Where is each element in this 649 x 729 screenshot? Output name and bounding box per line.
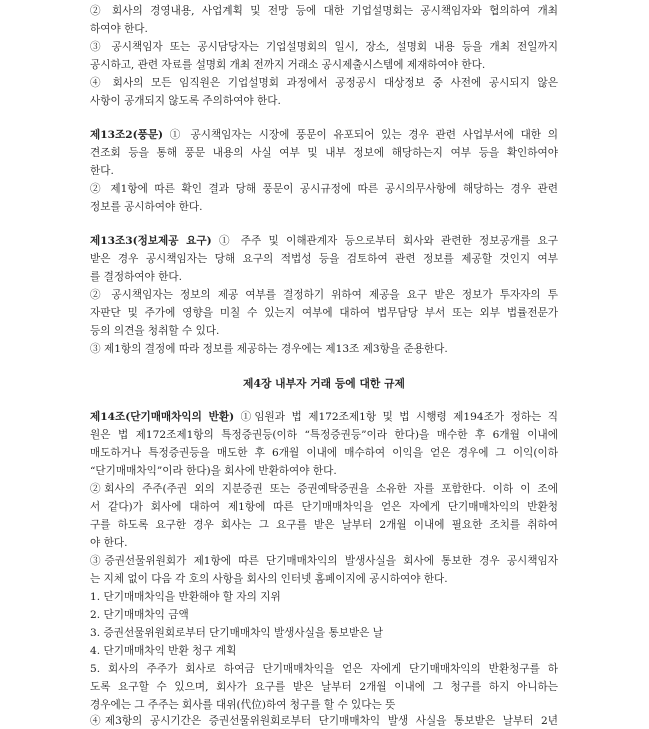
list-item: 4. 단기매매차익 반환 청구 계획 bbox=[90, 645, 237, 657]
article-first-line bbox=[90, 234, 558, 249]
article-heading: 제13조2(풍문) bbox=[90, 129, 164, 141]
text-line: “단기매매차익”이라 한다)을 회사에 반환하여야 한다. bbox=[90, 465, 337, 477]
text-line: ② 제1항에 따른 확인 결과 당해 풍문이 공시규정에 따른 공시의무사항에 해당하는 경우 관련 bbox=[90, 183, 558, 195]
article-first-line bbox=[90, 410, 558, 425]
text-line: ④ 회사의 모든 임직원은 기업설명회 과정에서 공정공시 대상정보 중 사전에 공시되지 않은 bbox=[90, 77, 558, 89]
text-span: ①임원과 법 제172조제1항 및 법 시행령 제194조가 정하는 직 bbox=[234, 411, 558, 423]
text-line: 도록 요구할 수 있으며, 회사가 요구를 받은 날부터 2개월 이내에 그 청구를 하지 아니하는 bbox=[90, 681, 558, 693]
text-line: 받은 경우 공시책임자는 당해 요구의 적법성 등을 검토하여 관련 정보를 제공할 것인지 여부 bbox=[90, 253, 558, 265]
article-heading: 제13조3(정보제공 요구) bbox=[90, 235, 212, 247]
text-line: 정보를 공시하여야 한다. bbox=[90, 201, 203, 213]
text-line: ③ 제1항의 결정에 따라 정보를 제공하는 경우에는 제13조 제3항을 준용한다. bbox=[90, 343, 448, 355]
text-line: 는 지체 없이 다음 각 호의 사항을 회사의 인터넷 홈페이지에 공시하여야 한다. bbox=[90, 573, 448, 585]
text-line: 서 같다)가 회사에 대하여 제1항에 따른 단기매매차익을 얻은 자에게 단기매매차익의 반환청 bbox=[90, 501, 558, 513]
text-line: 야 한다. bbox=[90, 537, 128, 549]
text-line: 사항이 공개되지 않도록 주의하여야 한다. bbox=[90, 95, 281, 107]
article-heading: 제14조(단기매매차익의 반환) bbox=[90, 411, 235, 423]
text-line: ② 공시책임자는 정보의 제공 여부를 결정하기 위하여 제공을 요구 받은 정보가 투자자의 투 bbox=[90, 289, 558, 301]
list-item: 3. 증권선물위원회로부터 단기매매차익 발생사실을 통보받은 날 bbox=[90, 627, 384, 639]
list-item: 5. 회사의 주주가 회사로 하여금 단기매매차익을 얻은 자에게 단기매매차익의 반환청구를 하 bbox=[90, 663, 558, 675]
article-first-line bbox=[90, 128, 558, 143]
text-line: 구를 하도록 요구한 경우 회사는 그 요구를 받은 날부터 2개월 이내에 필요한 조치를 취하여 bbox=[90, 519, 558, 531]
list-item: 2. 단기매매차익 금액 bbox=[90, 609, 189, 621]
text-line: 경우에는 그 주주는 회사를 대위(代位)하여 청구를 할 수 있다는 뜻 bbox=[90, 699, 396, 711]
text-line: 등의 의견을 청취할 수 있다. bbox=[90, 325, 220, 337]
text-line: 한다. bbox=[90, 165, 114, 177]
text-line: 하여야 한다. bbox=[90, 23, 148, 35]
text-line: ②회사의 주주(주권 외의 지분증권 또는 증권예탁증권을 소유한 자를 포함한다. 이하 이 조에 bbox=[90, 483, 558, 495]
list-item: 1. 단기매매차익을 반환해야 할 자의 지위 bbox=[90, 591, 281, 603]
text-line: 매도하거나 특정증권등을 매도한 후 6개월 이내에 매수하여 이익을 얻은 경우에 그 이익(이하 bbox=[90, 447, 558, 459]
text-span: ① 공시책임자는 시장에 풍문이 유포되어 있는 경우 관련 사업부서에 대한 의 bbox=[163, 129, 558, 141]
text-line: ③ 공시책임자 또는 공시담당자는 기업설명회의 일시, 장소, 설명회 내용 등을 개최 전일까지 bbox=[90, 41, 558, 53]
text-line: 원은 법 제172조제1항의 특정증권등(이하 “특정증권등”이라 한다)을 매수한 후 6개월 이내에 bbox=[90, 429, 558, 441]
text-line: 자판단 및 주가에 영향을 미칠 수 있는지 여부에 대하여 법무담당 부서 또는 외부 법률전문가 bbox=[90, 307, 558, 319]
chapter-title: 제4장 내부자 거래 등에 대한 규제 bbox=[243, 377, 405, 390]
text-line: 공시하고, 관련 자료를 설명회 개최 전까지 거래소 공시제출시스템에 제재하여야 한다. bbox=[90, 59, 486, 71]
text-line: ④제3항의 공시기간은 증권선물위원회로부터 단기매매차익 발생 사실을 통보받은 날부터 2년 bbox=[90, 715, 558, 727]
text-line: 견조회 등을 통해 풍문 내용의 사실 여부 및 내부 정보에 해당하는지 여부 등을 확인하여야 bbox=[90, 147, 558, 159]
text-line: 를 결정하여야 한다. bbox=[90, 271, 182, 283]
text-line: ② 회사의 경영내용, 사업계획 및 전망 등에 대한 기업설명회는 공시책임자와 협의하여 개최 bbox=[90, 5, 558, 17]
text-span: ① 주주 및 이해관계자 등으로부터 회사와 관련한 정보공개를 요구 bbox=[211, 235, 558, 247]
text-line: ③증권선물위원회가 제1항에 따른 단기매매차익의 발생사실을 회사에 통보한 경우 공시책임자 bbox=[90, 555, 558, 567]
